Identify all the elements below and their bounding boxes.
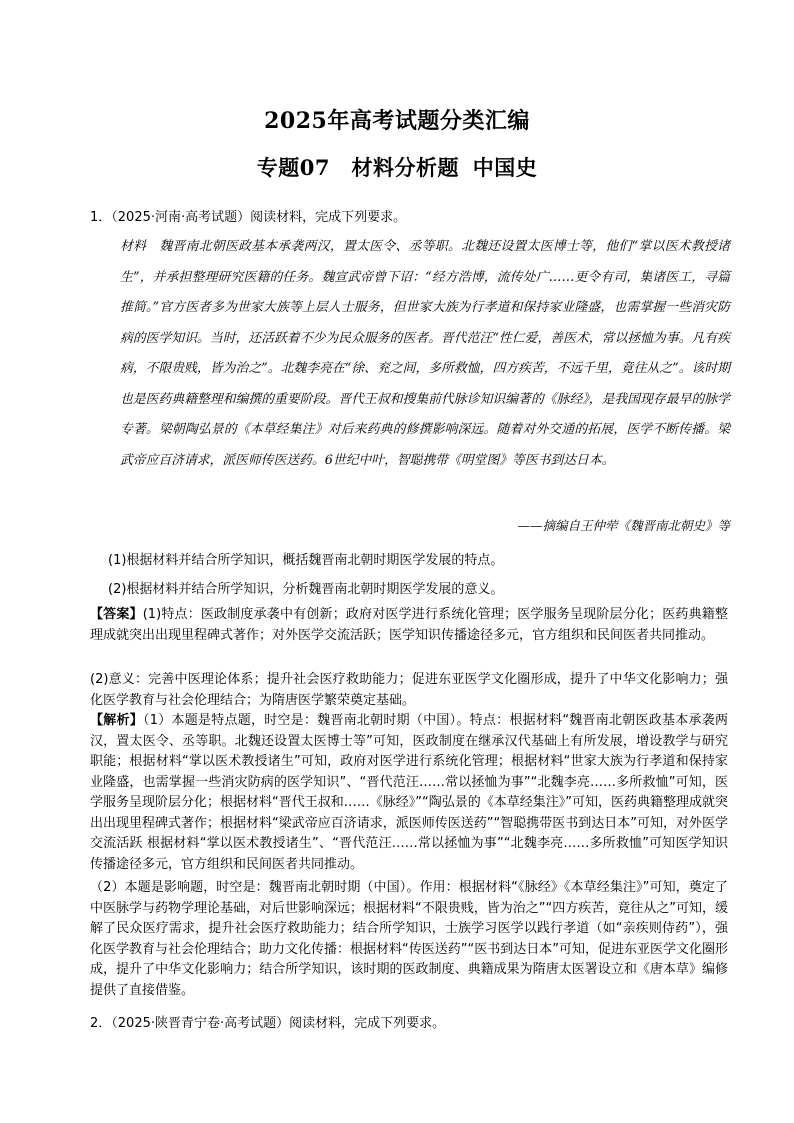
question-2-header: 2．（2025·陕晋青宁卷·高考试题）阅读材料，完成下列要求。: [90, 1016, 446, 1031]
answer-2: (2)意义：完善中医理论体系；提升社会医疗救助能力；促进东亚医学文化圈形成，提升了中华文化影响力；强化医学教育与社会伦理结合；为隋唐医学繁荣奠定基础。: [90, 672, 728, 708]
analysis-tag: 【解析】: [90, 713, 143, 728]
answer-block: [90, 605, 728, 646]
answer-tag: 【答案】: [90, 607, 143, 622]
answer-1: (1)特点：医政制度承袭中有创新；政府对医学进行系统化管理；医学服务呈现阶层分化；医药典籍整理成就突出出现里程碑式著作；对外医学交流活跃；医学知识传播途径多元，官方组织和民间医者共同推动。: [90, 607, 728, 643]
question-1-material: 材料 魏晋南北朝医政基本承袭两汉，置太医令、丞等职。北魏还设置太医博士等，他们“掌以医术教授诸生”，并承担整理研究医籍的任务。魏宣武帝曾下诏：“经方浩博，流传处广……更令有司，集诸医工，寻篇推简。”官方医者多为世家大族等上层人士服务，但世家大族为行孝道和保持家业隆盛，也需掌握一些消灾防病的医学知识。当时，还活跃着不少为民众服务的医者。晋代范汪“性仁爱，善医术，常以拯恤为事。凡有疾病，不限贵贱，皆为治之”。北魏李亮在“徐、兖之间，多所救恤，四方疾苦，不远千里，竟往从之”。该时期也是医药典籍整理和编撰的重要阶段。晋代王叔和搜集前代脉诊知识编著的《脉经》，是我国现存最早的脉学专著。梁朝陶弘景的《本草经集注》对后来药典的修撰影响深远。随着对外交通的拓展，医学不断传播。梁武帝应百济请求，派医师传医送药。6世纪中叶，智聪携带《明堂图》等医书到达日本。: [120, 239, 730, 468]
analysis-block: [90, 711, 728, 875]
question-1-sub2: (2)根据材料并结合所学知识，分析魏晋南北朝时期医学发展的意义。: [108, 582, 504, 597]
document-title: 2025年高考试题分类汇编: [264, 108, 530, 134]
analysis-1: （1）本题是特点题，时空是：魏晋南北朝时期（中国）。特点：根据材料“魏晋南北朝医政基本承袭两汉，置太医令、丞等职。北魏还设置太医博士等”可知，医政制度在继承汉代基础上有所发展，增设教学与研究职能；根据材料“掌以医术教授诸生”可知，政府对医学进行系统化管理；根据材料“世家大族为行孝道和保持家业隆盛，也需掌握一些消灾防病的医学知识”、“晋代范汪……常以拯恤为事”“北魏李亮……多所救恤”可知，医学服务呈现阶层分化；根据材料“晋代王叔和……《脉经》”“陶弘景的《本草经集注》”可知，医药典籍整理成就突出出现里程碑式著作；根据材料“梁武帝应百济请求，派医师传医送药”“智聪携带医书到达日本”可知，对外医学交流活跃 根据材料“掌以医术教授诸生”、“晋代范汪……常以拯恤为事”“北魏李亮……多所救恤”可知医学知识传播途径多元，官方组织和民间医者共同推动。: [90, 713, 728, 872]
material-source: ——摘编自王仲荦《魏晋南北朝史》等: [517, 518, 730, 533]
analysis-2: （2）本题是影响题，时空是：魏晋南北朝时期（中国）。作用：根据材料“《脉经》《本草经集注》”可知，奠定了中医脉学与药物学理论基础，对后世影响深远；根据材料“不限贵贱，皆为治之”“四方疾苦，竟往从之”可知，缓解了民众医疗需求，提升社会医疗救助能力；结合所学知识，士族学习医学以践行孝道（如“亲疾则侍药”），强化医学教育与社会伦理结合；助力文化传播：根据材料“传医送药”“医书到达日本”可知，促进东亚医学文化圈形成，提升了中华文化影响力；结合所学知识，该时期的医政制度、典籍成果为隋唐太医署设立和《唐本草》编修提供了直接借鉴。: [90, 880, 728, 998]
question-1-header: 1．（2025·河南·高考试题）阅读材料，完成下列要求。: [90, 210, 407, 225]
question-1-sub1: (1)根据材料并结合所学知识，概括魏晋南北朝时期医学发展的特点。: [108, 553, 504, 568]
document-subtitle: 专题07 材料分析题 中国史: [256, 155, 538, 180]
